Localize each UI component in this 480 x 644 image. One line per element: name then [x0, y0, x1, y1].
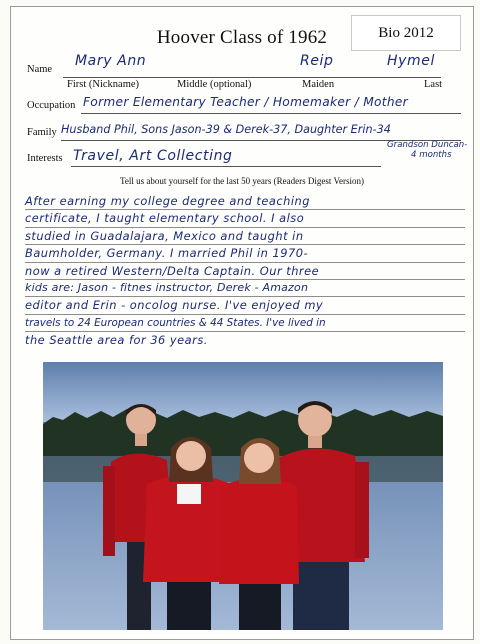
- family-label: Family: [27, 127, 57, 138]
- story-paragraph: [25, 193, 465, 349]
- family-note-line2: 4 months: [411, 150, 452, 160]
- last-caption: Last: [424, 79, 443, 90]
- maiden-caption: Maiden: [302, 79, 335, 90]
- story-line: travels to 24 European countries & 44 States. I've lived in: [25, 315, 465, 332]
- maiden-name-value: Reip: [300, 53, 334, 69]
- story-line: editor and Erin - oncolog nurse. I've enjoyed my: [25, 297, 465, 314]
- name-label: Name: [27, 64, 53, 75]
- occupation-line: [81, 113, 461, 114]
- story-prompt: Tell us about yourself for the last 50 years (Readers Digest Version): [120, 176, 364, 186]
- family-photo: [43, 362, 443, 630]
- story-line: studied in Guadalajara, Mexico and taught in: [25, 228, 465, 245]
- family-note-line1: Grandson Duncan-: [387, 140, 468, 150]
- form-title: Hoover Class of 1962: [156, 27, 328, 48]
- first-name-value: Mary Ann: [75, 53, 147, 69]
- first-caption: First (Nickname): [67, 79, 140, 90]
- occupation-label: Occupation: [27, 100, 76, 111]
- bio-form-sheet: [10, 6, 474, 640]
- story-line: kids are: Jason - fitnes instructor, Derek - Amazon: [25, 280, 465, 297]
- story-line: the Seattle area for 36 years.: [25, 333, 208, 348]
- middle-caption: Middle (optional): [177, 79, 252, 90]
- interests-line: [71, 166, 381, 167]
- last-name-value: Hymel: [387, 53, 435, 69]
- family-photo-illustration: [43, 362, 443, 630]
- story-line: Baumholder, Germany. I married Phil in 1970-: [25, 245, 465, 262]
- family-value: Husband Phil, Sons Jason-39 & Derek-37, Daughter Erin-34: [61, 123, 391, 136]
- story-line: After earning my college degree and teaching: [25, 193, 465, 210]
- bio-year-label: Bio 2012: [378, 25, 434, 41]
- name-line: [63, 77, 441, 78]
- interests-value: Travel, Art Collecting: [73, 148, 233, 164]
- interests-label: Interests: [27, 153, 63, 164]
- occupation-value: Former Elementary Teacher / Homemaker / Mother: [83, 95, 408, 109]
- story-line: now a retired Western/Delta Captain. Our three: [25, 263, 465, 280]
- story-line: certificate, I taught elementary school. I also: [25, 210, 465, 227]
